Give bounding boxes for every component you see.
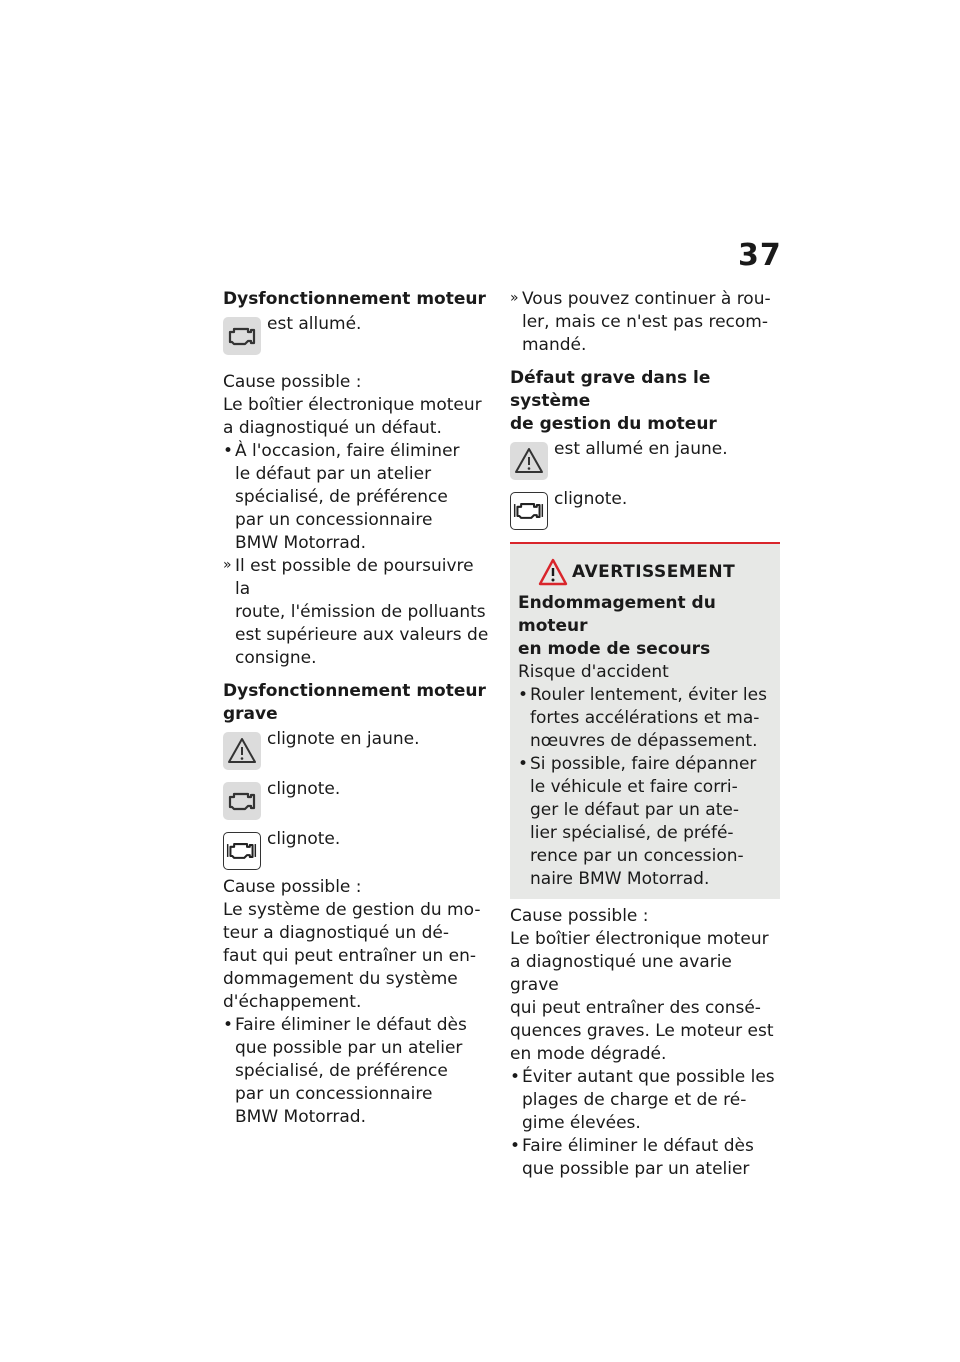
cause-line: Le boîtier électronique moteur	[223, 395, 482, 415]
cause-line: Le système de gestion du mo-	[223, 900, 481, 920]
cause-line: a diagnostiqué une avarie grave	[510, 952, 732, 995]
cause-label: Cause possible :	[510, 906, 649, 926]
cause-line: teur a diagnostiqué un dé-	[223, 923, 450, 943]
warning-title: AVERTISSEMENT	[572, 562, 736, 582]
indicator-row	[510, 488, 780, 536]
list-item: • Faire éliminer le défaut dès que possible par un atelier	[510, 1136, 754, 1179]
warning-box	[510, 542, 780, 899]
indicator-label: est allumé.	[267, 314, 362, 334]
cause-line: a diagnostiqué un défaut.	[223, 418, 442, 438]
section-heading-engine-malfunction: Dysfonctionnement moteur	[223, 289, 486, 309]
list-item: • Éviter autant que possible les plages de charge et de ré- gime élevées.	[510, 1067, 775, 1133]
warning-red-triangle-icon	[538, 558, 568, 586]
bullet-icon: •	[510, 1067, 521, 1087]
warning-subtitle: Endommagement du moteur en mode de secours	[518, 593, 716, 659]
cause-line: Le boîtier électronique moteur	[510, 929, 769, 949]
cause-label: Cause possible :	[223, 877, 362, 897]
section-heading-severe-fault: Défaut grave dans le système de gestion du moteur	[510, 368, 717, 434]
right-column	[510, 288, 780, 1181]
engine-outline-icon	[223, 832, 261, 870]
cause-line: en mode dégradé.	[510, 1044, 667, 1064]
cause-line: d'échappement.	[223, 992, 362, 1012]
cause-line: quences graves. Le moteur est	[510, 1021, 774, 1041]
engine-icon	[223, 317, 261, 355]
list-item: • Faire éliminer le défaut dès que possible par un atelier spécialisé, de préférence par un concessionnaire BMW Motorrad.	[223, 1015, 467, 1127]
result-item: » Vous pouvez continuer à rou- ler, mais ce n'est pas recom- mandé.	[510, 289, 771, 355]
bullet-icon: •	[518, 685, 529, 705]
warning-triangle-icon	[223, 732, 261, 770]
result-arrow-icon: »	[223, 557, 232, 573]
bullet-icon: •	[518, 754, 529, 774]
indicator-label: clignote.	[267, 829, 341, 849]
page-number: 37	[738, 238, 782, 273]
bullet-icon: •	[223, 441, 234, 461]
list-item: • À l'occasion, faire éliminer le défaut par un atelier spécialisé, de préférence par un concessionnaire BMW Motorrad.	[223, 441, 460, 553]
indicator-label: est allumé en jaune.	[554, 439, 728, 459]
indicator-label: clignote en jaune.	[267, 729, 420, 749]
indicator-row	[223, 728, 491, 776]
list-item: • Si possible, faire dépanner le véhicule et faire corri- ger le défaut par un ate- lier spécialisé, de préfé- rence par un concession- naire BMW Motorrad.	[518, 754, 757, 889]
cause-line: qui peut entraîner des consé-	[510, 998, 761, 1018]
indicator-row	[223, 828, 491, 876]
indicator-row	[223, 313, 491, 361]
indicator-row	[223, 778, 491, 826]
left-column	[223, 288, 491, 1129]
result-item: » Il est possible de poursuivre la route, l'émission de polluants est supérieure aux valeurs de consigne.	[223, 556, 489, 668]
engine-icon	[223, 782, 261, 820]
warning-risk: Risque d'accident	[518, 662, 669, 682]
result-arrow-icon: »	[510, 290, 519, 306]
warning-triangle-icon	[510, 442, 548, 480]
engine-outline-icon	[510, 492, 548, 530]
indicator-row	[510, 438, 780, 486]
bullet-icon: •	[510, 1136, 521, 1156]
section-heading-severe-engine-malfunction: Dysfonctionnement moteur grave	[223, 681, 486, 724]
list-item: • Rouler lentement, éviter les fortes accélérations et ma- nœuvres de dépassement.	[518, 685, 767, 751]
bullet-icon: •	[223, 1015, 234, 1035]
indicator-label: clignote.	[267, 779, 341, 799]
cause-line: dommagement du système	[223, 969, 458, 989]
cause-label: Cause possible :	[223, 372, 362, 392]
warning-header	[518, 558, 772, 592]
indicator-label: clignote.	[554, 489, 628, 509]
cause-line: faut qui peut entraîner un en-	[223, 946, 477, 966]
